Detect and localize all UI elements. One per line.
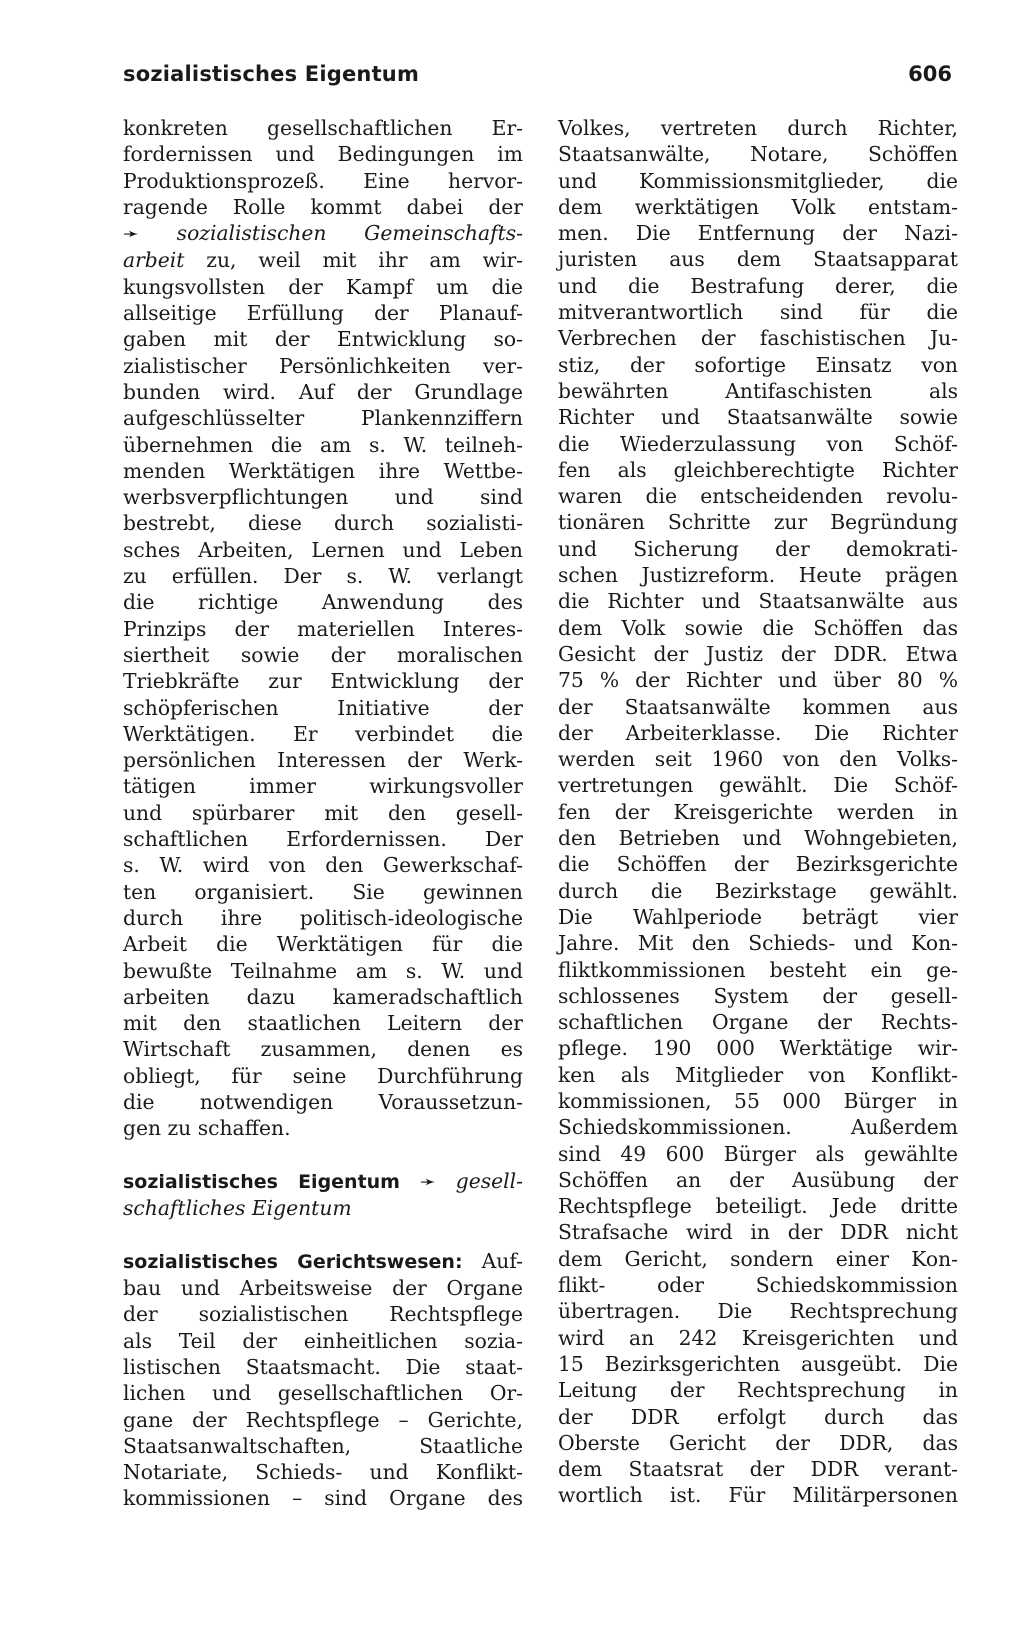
cross-reference[interactable]: gesell- — [435, 1168, 523, 1193]
text-line: schaftlichen Organe der Rechts- — [558, 1010, 958, 1035]
text-line: der Arbeiterklasse. Die Richter — [558, 720, 958, 745]
text-line: Oberste Gericht der DDR, das — [558, 1430, 958, 1455]
text-line: Prinzips der materiellen Interes- — [123, 616, 523, 641]
text-line: die Wiederzulassung von Schöf- — [558, 431, 958, 456]
text-line: der DDR erfolgt durch das — [558, 1404, 958, 1429]
entry-headword: sozialistisches Gerichtswesen: — [123, 1250, 463, 1273]
entry-separator — [123, 1221, 523, 1247]
text-line: übertragen. Die Rechtsprechung — [558, 1299, 958, 1324]
text-line: tätigen immer wirkungsvoller — [123, 774, 523, 799]
text-line: ragende Rolle kommt dabei der — [123, 194, 523, 219]
text-line: Staatsanwaltschaften, Staatliche — [123, 1433, 523, 1458]
entry-line — [123, 1168, 523, 1195]
cross-reference[interactable]: arbeit — [123, 248, 185, 273]
text-line: der Staatsanwälte kommen aus — [558, 694, 958, 719]
text-line — [123, 247, 523, 273]
text-line: lichen und gesellschaftlichen Or- — [123, 1381, 523, 1406]
cross-reference-line — [123, 220, 523, 247]
text-line: bunden wird. Auf der Grundlage — [123, 379, 523, 404]
text-line: vertretungen gewählt. Die Schöf- — [558, 773, 958, 798]
text-line: fen als gleichberechtigte Richter — [558, 457, 958, 482]
text-line: ken als Mitglieder von Konflikt- — [558, 1062, 958, 1087]
text-line: kommissionen – sind Organe des — [123, 1486, 523, 1511]
text-line: fen der Kreisgerichte werden in — [558, 799, 958, 824]
text-line: waren die entscheidenden revolu- — [558, 484, 958, 509]
text-line: menden Werktätigen ihre Wettbe- — [123, 458, 523, 483]
text-line: flikt- oder Schiedskommission — [558, 1273, 958, 1298]
text-line: schöpferischen Initiative der — [123, 695, 523, 720]
arrow-icon: ➛ — [419, 1170, 436, 1193]
entry-line — [123, 1248, 523, 1275]
left-column — [123, 115, 523, 1512]
running-head: sozialistisches Eigentum — [123, 62, 420, 86]
text-fragment: zu, weil mit ihr am wir- — [184, 248, 523, 273]
text-line: Volkes, vertreten durch Richter, — [558, 116, 958, 140]
text-line: Richter und Staatsanwälte sowie — [558, 405, 958, 430]
text-line: die Schöffen der Bezirksgerichte — [558, 852, 958, 877]
text-line: 75 % der Richter und über 80 % — [558, 668, 958, 693]
text-line: dem Staatsrat der DDR verant- — [558, 1457, 958, 1482]
text-line: dem werktätigen Volk entstam- — [558, 194, 958, 219]
text-line: stiz, der sofortige Einsatz von — [558, 352, 958, 377]
text-line: sind 49 600 Bürger als gewählte — [558, 1141, 958, 1166]
text-line: Schiedskommissionen. Außerdem — [558, 1115, 958, 1140]
text-line: schlossenes System der gesell- — [558, 983, 958, 1008]
text-line: pflege. 190 000 Werktätige wir- — [558, 1036, 958, 1061]
text-line: zu erfüllen. Der s. W. verlangt — [123, 564, 523, 589]
text-line: persönlichen Interessen der Werk- — [123, 748, 523, 773]
text-line: wird an 242 Kreisgerichten und — [558, 1325, 958, 1350]
text-fragment: Auf- — [462, 1248, 523, 1273]
text-line: Arbeit die Werktätigen für die — [123, 932, 523, 957]
text-line: schaftlichen Erfordernissen. Der — [123, 827, 523, 852]
text-line: gane der Rechtspflege – Gerichte, — [123, 1407, 523, 1432]
page-number: 606 — [908, 62, 952, 86]
text-line: schen Justizreform. Heute prägen — [558, 563, 958, 588]
text-line: Triebkräfte zur Entwicklung der — [123, 669, 523, 694]
text-line: Werktätigen. Er verbindet die — [123, 721, 523, 746]
arrow-icon: ➛ — [123, 223, 139, 246]
text-line: und die Bestrafung derer, die — [558, 273, 958, 298]
text-line: arbeiten dazu kameradschaftlich — [123, 984, 523, 1009]
text-line: werden seit 1960 von den Volks- — [558, 747, 958, 772]
text-line: bewährten Antifaschisten als — [558, 378, 958, 403]
text-line: s. W. wird von den Gewerkschaf- — [123, 853, 523, 878]
entry-separator — [123, 1142, 523, 1168]
text-line: konkreten gesellschaftlichen Er- — [123, 116, 523, 140]
text-line: und spürbarer mit den gesell- — [123, 800, 523, 825]
text-line: dem Volk sowie die Schöffen das — [558, 615, 958, 640]
text-line: mitverantwortlich sind für die — [558, 300, 958, 325]
text-line: mit den staatlichen Leitern der — [123, 1011, 523, 1036]
text-line: Schöffen an der Ausübung der — [558, 1167, 958, 1192]
text-line: Leitung der Rechtsprechung in — [558, 1378, 958, 1403]
right-column — [558, 115, 958, 1509]
text-line: 15 Bezirksgerichten ausgeübt. Die — [558, 1351, 958, 1376]
text-line: durch die Bezirkstage gewählt. — [558, 878, 958, 903]
text-line: zialistischer Persönlichkeiten ver- — [123, 353, 523, 378]
text-line: Gesicht der Justiz der DDR. Etwa — [558, 641, 958, 666]
text-line: juristen aus dem Staatsapparat — [558, 247, 958, 272]
text-line: den Betrieben und Wohngebieten, — [558, 826, 958, 851]
text-line: als Teil der einheitlichen sozia- — [123, 1328, 523, 1353]
text-line: gen zu schaffen. — [123, 1116, 291, 1141]
text-line: gaben mit der Entwicklung so- — [123, 327, 523, 352]
text-line: Verbrechen der faschistischen Ju- — [558, 326, 958, 351]
text-line: der sozialistischen Rechtspflege — [123, 1302, 523, 1327]
text-line: Staatsanwälte, Notare, Schöffen — [558, 142, 958, 167]
text-line: Die Wahlperiode beträgt vier — [558, 904, 958, 929]
text-line: und Sicherung der demokrati- — [558, 536, 958, 561]
text-line: tionären Schritte zur Begründung — [558, 510, 958, 535]
text-line: kungsvollsten der Kampf um die — [123, 274, 523, 299]
text-line: Wirtschaft zusammen, denen es — [123, 1037, 523, 1062]
text-line: sches Arbeiten, Lernen und Leben — [123, 537, 523, 562]
text-line: Produktionsprozeß. Eine hervor- — [123, 168, 523, 193]
text-line: übernehmen die am s. W. teilneh- — [123, 432, 523, 457]
text-line: die richtige Anwendung des — [123, 590, 523, 615]
text-line: Notariate, Schieds- und Konflikt- — [123, 1460, 523, 1485]
text-line: Rechtspflege beteiligt. Jede dritte — [558, 1194, 958, 1219]
text-line: werbsverpflichtungen und sind — [123, 485, 523, 510]
text-line: men. Die Entfernung der Nazi- — [558, 221, 958, 246]
text-line: bau und Arbeitsweise der Organe — [123, 1276, 523, 1301]
text-line: obliegt, für seine Durchführung — [123, 1063, 523, 1088]
text-line: allseitige Erfüllung der Planauf- — [123, 301, 523, 326]
text-line: kommissionen, 55 000 Bürger in — [558, 1088, 958, 1113]
text-line: dem Gericht, sondern einer Kon- — [558, 1246, 958, 1271]
cross-reference[interactable]: schaftliches Eigentum — [123, 1196, 352, 1221]
text-line: fordernissen und Bedingungen im — [123, 142, 523, 167]
text-line: fliktkommissionen besteht ein ge- — [558, 957, 958, 982]
text-line: aufgeschlüsselter Plankennziffern — [123, 406, 523, 431]
text-line: bestrebt, diese durch sozialisti- — [123, 511, 523, 536]
text-line: ten organisiert. Sie gewinnen — [123, 879, 523, 904]
text-line: und Kommissionsmitglieder, die — [558, 168, 958, 193]
text-line: die notwendigen Voraussetzun- — [123, 1089, 523, 1114]
cross-reference[interactable]: sozialistischen Gemeinschafts- — [176, 221, 523, 246]
text-line: siertheit sowie der moralischen — [123, 642, 523, 667]
text-line: durch ihre politisch-ideologische — [123, 905, 523, 930]
text-line: Jahre. Mit den Schieds- und Kon- — [558, 931, 958, 956]
text-line: wortlich ist. Für Militärpersonen — [558, 1483, 958, 1508]
text-line: die Richter und Staatsanwälte aus — [558, 589, 958, 614]
entry-headword: sozialistisches Eigentum — [123, 1170, 400, 1193]
text-line: listischen Staatsmacht. Die staat- — [123, 1354, 523, 1379]
text-line: bewußte Teilnahme am s. W. und — [123, 958, 523, 983]
text-line: Strafsache wird in der DDR nicht — [558, 1220, 958, 1245]
